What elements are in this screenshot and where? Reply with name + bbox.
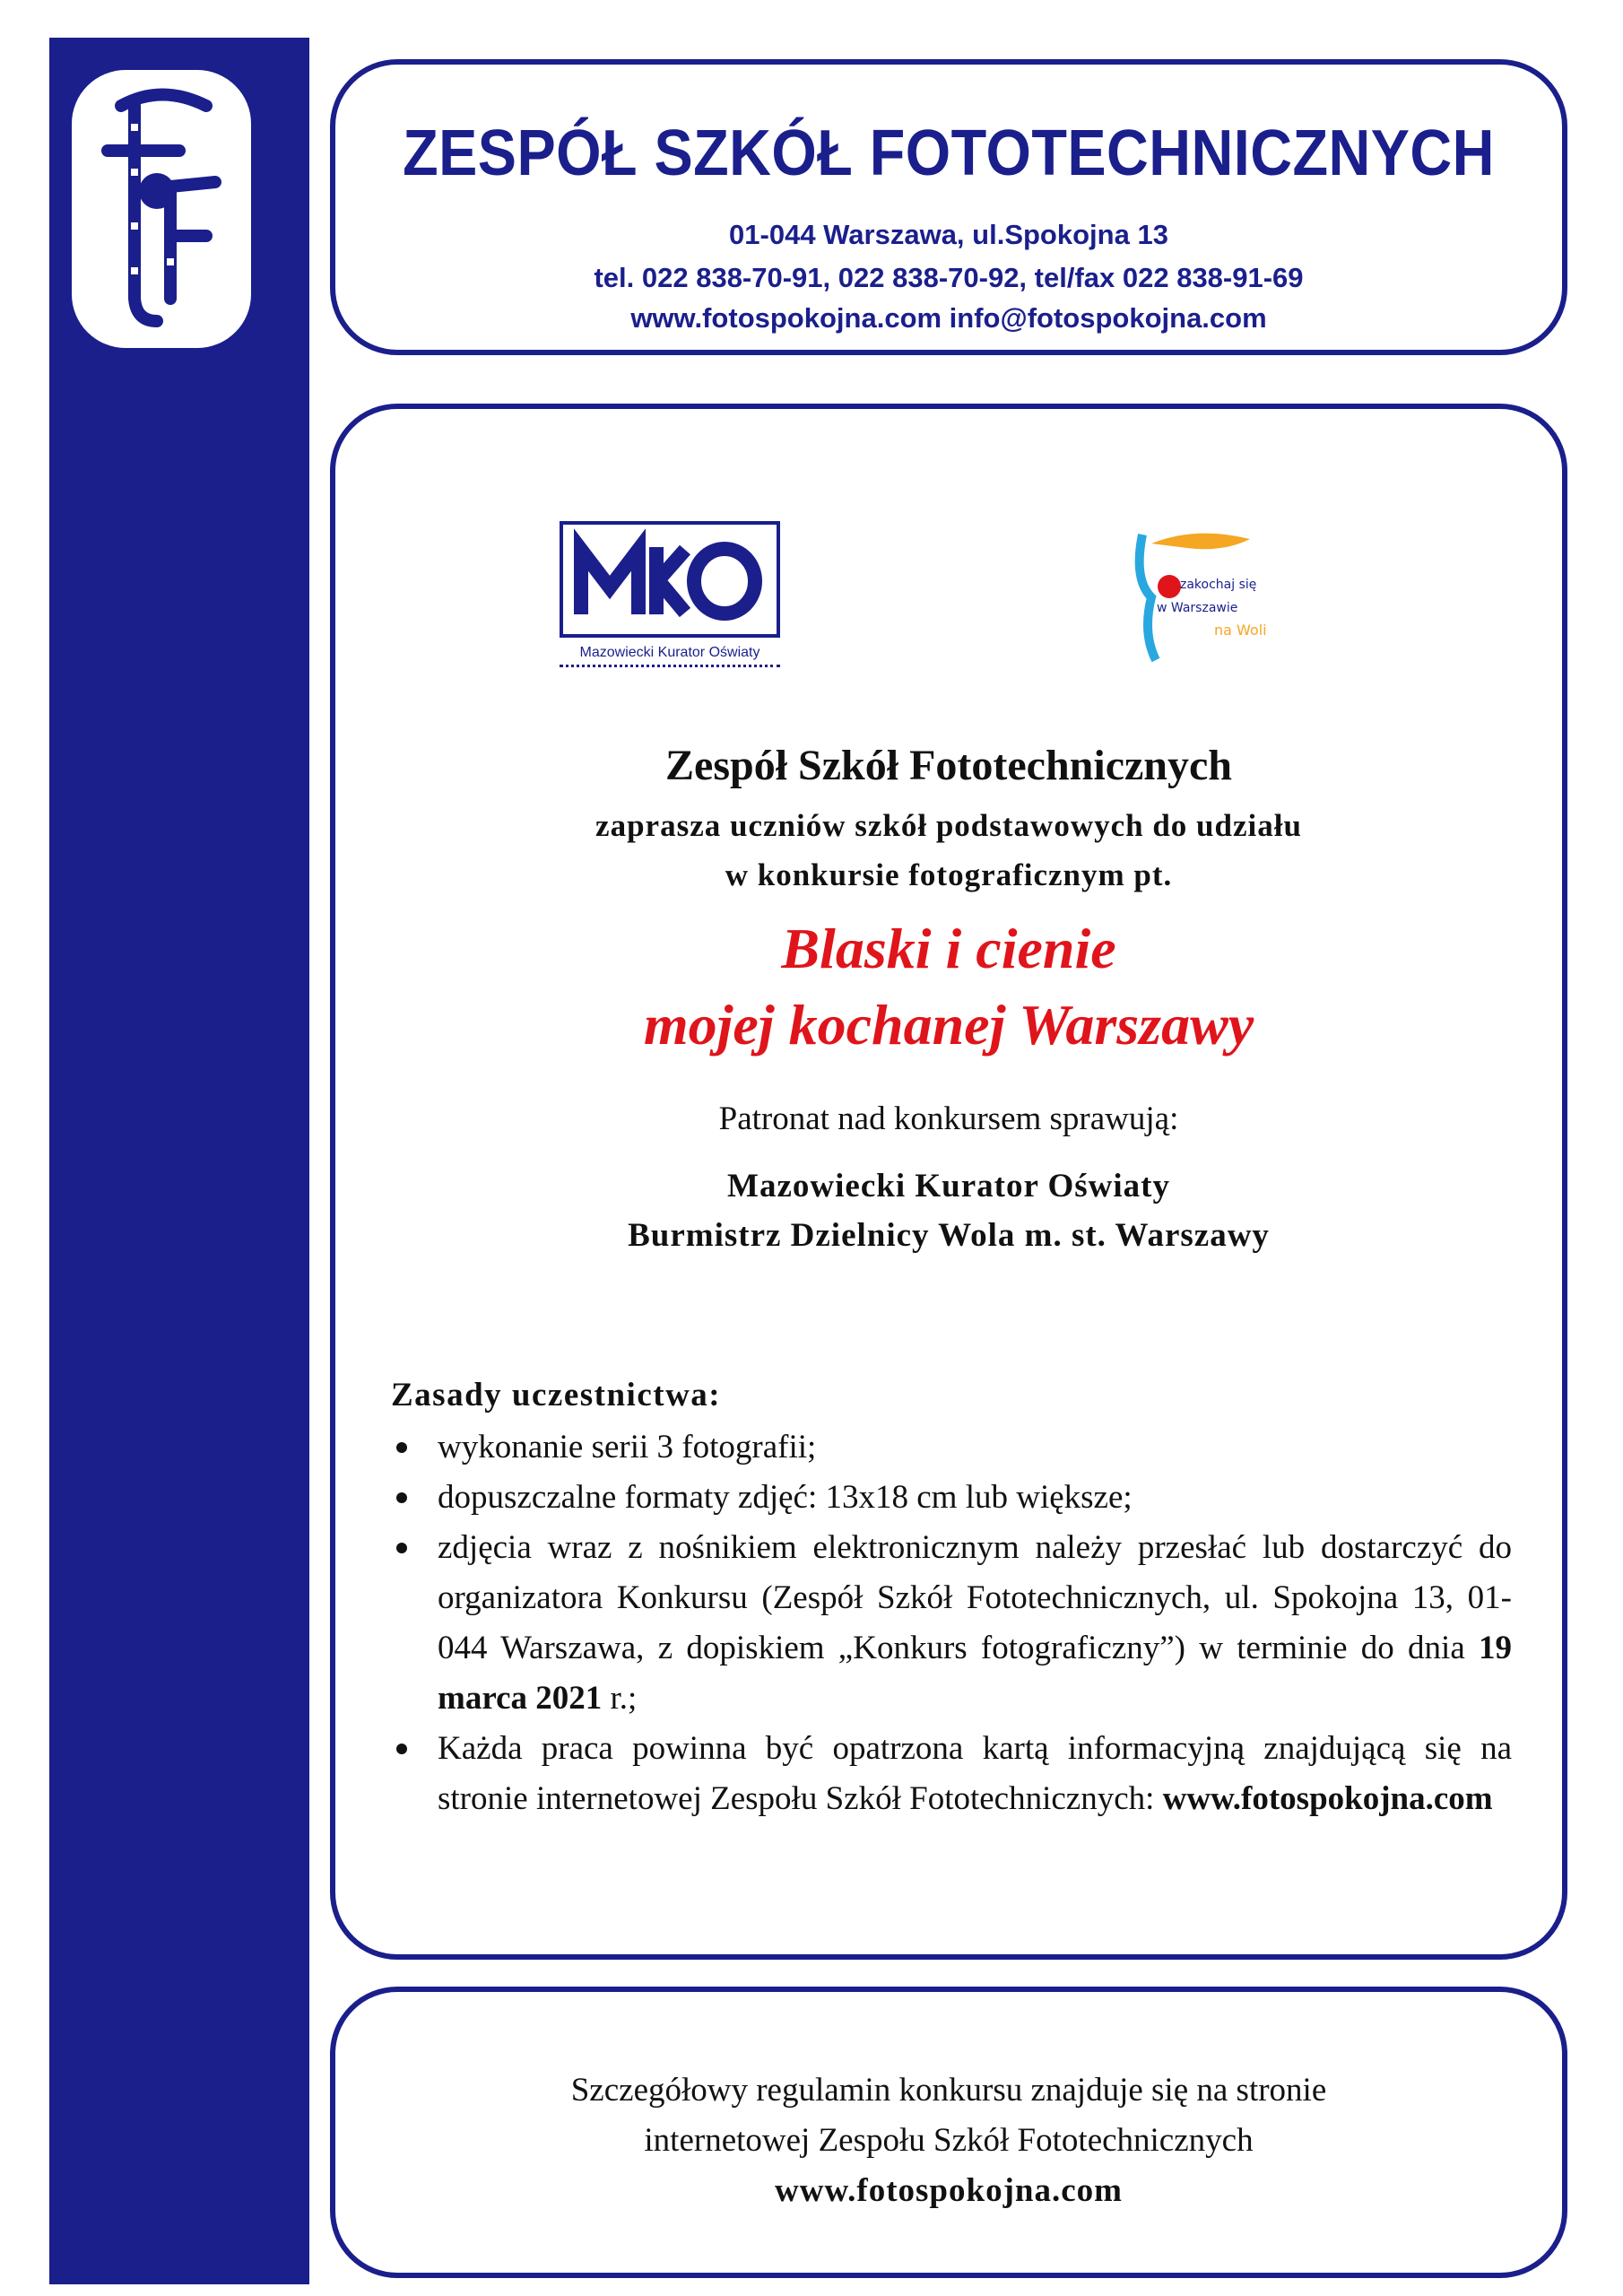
rule-1-text: wykonanie serii 3 fotografii; [438,1429,817,1465]
mko-caption: Mazowiecki Kurator Oświaty [579,645,760,660]
school-address: 01-044 Warszawa, ul.Spokojna 13 [729,219,1168,250]
rule-2-text: dopuszczalne formaty zdjęć: 13x18 cm lub większe; [438,1479,1133,1516]
list-item [391,1422,1512,1473]
footer-line-2: internetowej Zespołu Szkół Fototechnicznych [644,2122,1254,2159]
school-phones: tel. 022 838-70-91, 022 838-70-92, tel/fax 022 838-91-69 [594,262,1304,293]
school-logo-icon [72,70,251,348]
wola-text-2: w Warszawie [1157,601,1238,615]
wola-logo [1115,526,1295,669]
rule-3-end: r.; [602,1680,638,1717]
bullet-icon [396,1442,407,1453]
main-frame [330,404,1567,1960]
header-frame [330,59,1567,355]
rule-4-text: Każda praca powinna być opatrzona kartą informacyjną znajdującą się na stronie internetowej Zespołu Szkół Fototechnicznych: [438,1730,1512,1817]
rule-3-text: zdjęcia wraz z nośnikiem elektronicznym należy przesłać lub dostarczyć do organizatora Konkursu (Zespół Szkół Fototechnicznych, ul. Spokojna 13, 01-044 Warszawa, z dopiskiem „Konkurs fotograficzny”) w terminie do dnia [438,1529,1512,1666]
school-name-heading: ZESPÓŁ SZKÓŁ FOTOTECHNICZNYCH [403,117,1495,189]
bullet-icon [396,1543,407,1553]
invitation-line-1: zaprasza uczniów szkół podstawowych do udziału [595,808,1302,843]
invitation-school: Zespół Szkół Fototechnicznych [665,742,1232,789]
footer-link[interactable]: www.fotospokojna.com [775,2172,1123,2209]
rule-4-link[interactable]: www.fotospokojna.com [1162,1780,1493,1817]
bullet-icon [396,1492,407,1503]
patronage-heading: Patronat nad konkursem sprawują: [718,1100,1179,1137]
patron-1: Mazowiecki Kurator Oświaty [727,1168,1170,1205]
mko-logo [560,521,784,674]
mko-sub-line [560,665,780,670]
footer-frame [330,1987,1567,2278]
bullet-icon [396,1744,407,1754]
invitation-line-2: w konkursie fotograficznym pt. [725,857,1173,892]
school-web: www.fotospokojna.com info@fotospokojna.com [630,302,1267,334]
sidebar-band [49,38,309,2284]
list-item [391,1724,1512,1824]
wola-text-1: zakochaj się [1180,578,1257,592]
contest-title-line-2: mojej kochanej Warszawy [643,993,1254,1057]
rules-list [391,1422,1512,1824]
mko-letters-icon [563,525,777,634]
list-item [391,1523,1512,1724]
wola-text-3: na Woli [1214,622,1267,639]
school-logo [72,70,251,348]
mko-logo-box [560,521,780,638]
contest-title-line-1: Blaski i cienie [781,917,1116,980]
rule-3-date: 19 marca 2021 [438,1630,1512,1717]
footer-line-1: Szczegółowy regulamin konkursu znajduje się na stronie [570,2072,1327,2109]
rules-heading: Zasady uczestnictwa: [391,1377,722,1413]
list-item [391,1473,1512,1523]
patron-2: Burmistrz Dzielnicy Wola m. st. Warszawy [628,1217,1270,1254]
wola-logo-icon [1115,526,1295,669]
